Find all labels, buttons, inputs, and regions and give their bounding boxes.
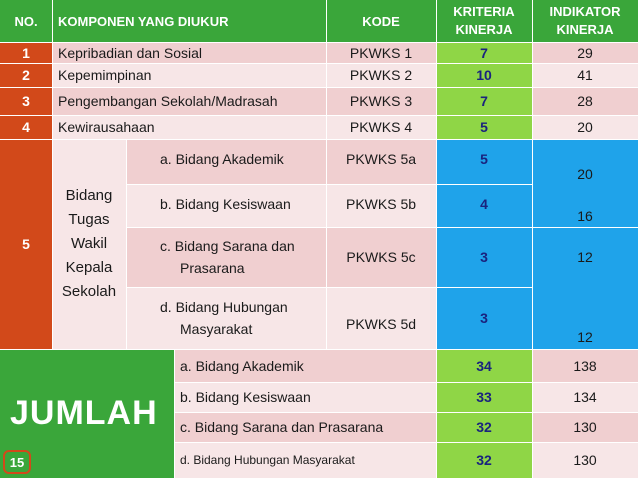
grid-divider (126, 287, 532, 288)
grid-divider (0, 87, 638, 88)
grid-divider (126, 139, 127, 349)
row5-group-label (52, 139, 126, 349)
grid-divider (0, 42, 638, 43)
row5-item-label: a. Bidang Akademik (126, 139, 326, 184)
row5-item-kriteria: 3 (436, 287, 532, 349)
row5-item-label-line1: d. Bidang Hubungan (160, 299, 288, 315)
row5-group-line: Bidang (65, 187, 113, 204)
row5-item-label-line2: Prasarana (180, 260, 245, 276)
row5-item-indikator: 20 (532, 139, 638, 184)
row5-item-label (126, 227, 326, 287)
grid-divider (0, 139, 638, 140)
row-komponen: Kepemimpinan (52, 63, 326, 87)
header-komponen: KOMPONEN YANG DIUKUR (52, 0, 326, 42)
header-kriteria (436, 0, 532, 42)
row5-group-line: Tugas (68, 211, 110, 228)
row-no: 3 (0, 87, 52, 115)
row5-item-kode: PKWKS 5d (326, 287, 436, 349)
grid-divider (174, 412, 638, 413)
row-komponen: Pengembangan Sekolah/Madrasah (52, 87, 326, 115)
row5-item-kode: PKWKS 5b (326, 184, 436, 227)
jumlah-item-kriteria: 33 (436, 382, 532, 412)
grid-divider (52, 0, 53, 349)
row-kode: PKWKS 3 (326, 87, 436, 115)
row5-item-kriteria: 5 (436, 139, 532, 184)
row5-item-label (126, 287, 326, 349)
row5-item-label-line1: c. Bidang Sarana dan (160, 238, 295, 254)
grid-divider (0, 115, 638, 116)
row5-item-indikator: 12 (532, 227, 638, 287)
jumlah-item-kriteria: 32 (436, 442, 532, 478)
grid-divider (126, 184, 532, 185)
row5-item-kode: PKWKS 5a (326, 139, 436, 184)
row-indikator: 29 (532, 42, 638, 63)
jumlah-item-kriteria: 34 (436, 349, 532, 382)
row-indikator: 41 (532, 63, 638, 87)
jumlah-item-label: d. Bidang Hubungan Masyarakat (174, 442, 436, 478)
header-indikator (532, 0, 638, 42)
grid-divider (126, 227, 638, 228)
row5-item-indikator: 12 (532, 287, 638, 349)
row-kriteria: 7 (436, 87, 532, 115)
jumlah-item-label: a. Bidang Akademik (174, 349, 436, 382)
jumlah-item-kriteria: 32 (436, 412, 532, 442)
jumlah-item-label: c. Bidang Sarana dan Prasarana (174, 412, 436, 442)
row5-no: 5 (0, 139, 52, 349)
row-kriteria: 5 (436, 115, 532, 139)
header-kriteria-line1: KRITERIA (453, 4, 515, 19)
grid-divider (532, 0, 533, 478)
grid-divider (0, 349, 638, 350)
row-no: 2 (0, 63, 52, 87)
row-komponen: Kepribadian dan Sosial (52, 42, 326, 63)
row-kode: PKWKS 1 (326, 42, 436, 63)
jumlah-item-indikator: 130 (532, 442, 638, 478)
row5-item-label: b. Bidang Kesiswaan (126, 184, 326, 227)
row-kriteria: 7 (436, 42, 532, 63)
header-indikator-line1: INDIKATOR (549, 4, 621, 19)
row-kode: PKWKS 4 (326, 115, 436, 139)
row5-item-kode: PKWKS 5c (326, 227, 436, 287)
jumlah-label: JUMLAH (0, 349, 174, 478)
header-no: NO. (0, 0, 52, 42)
jumlah-item-label: b. Bidang Kesiswaan (174, 382, 436, 412)
header-indikator-line2: KINERJA (556, 22, 614, 37)
row5-item-kriteria: 3 (436, 227, 532, 287)
jumlah-item-indikator: 134 (532, 382, 638, 412)
jumlah-item-indikator: 138 (532, 349, 638, 382)
row-no: 4 (0, 115, 52, 139)
row5-item-label-line2: Masyarakat (180, 321, 253, 337)
row5-group-line: Kepala (65, 259, 113, 276)
row-komponen: Kewirausahaan (52, 115, 326, 139)
row5-group-line: Sekolah (61, 283, 117, 300)
page-number: 15 (3, 450, 31, 474)
row-no: 1 (0, 42, 52, 63)
row5-item-kriteria: 4 (436, 184, 532, 227)
header-kode: KODE (326, 0, 436, 42)
grid-divider (326, 0, 327, 349)
header-kriteria-line2: KINERJA (455, 22, 513, 37)
grid-divider (174, 442, 638, 443)
grid-divider (0, 63, 638, 64)
grid-divider (174, 349, 175, 478)
row-kriteria: 10 (436, 63, 532, 87)
row5-group-line: Wakil (70, 235, 108, 252)
row-kode: PKWKS 2 (326, 63, 436, 87)
row-indikator: 20 (532, 115, 638, 139)
row-indikator: 28 (532, 87, 638, 115)
row5-item-indikator: 16 (532, 184, 638, 227)
jumlah-item-indikator: 130 (532, 412, 638, 442)
grid-divider (174, 382, 638, 383)
grid-divider (436, 0, 437, 478)
